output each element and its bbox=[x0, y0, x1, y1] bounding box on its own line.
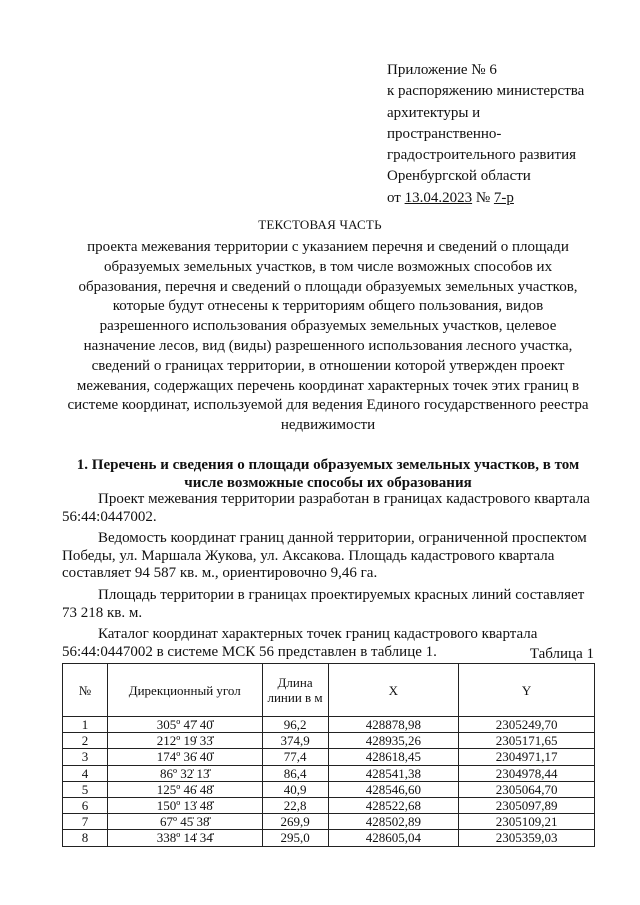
cell-bearing: 125º 46̍ 48̎ bbox=[107, 781, 262, 797]
cell-length: 77,4 bbox=[262, 749, 328, 765]
appendix-line: архитектуры и bbox=[387, 104, 481, 121]
cell-length: 374,9 bbox=[262, 733, 328, 749]
cell-y: 2305249,70 bbox=[459, 717, 595, 733]
subtitle-line: недвижимости bbox=[280, 417, 376, 434]
cell-number: 4 bbox=[63, 765, 108, 781]
paragraph-line: 73 218 кв. м. bbox=[62, 604, 143, 621]
section-body bbox=[62, 491, 598, 661]
cell-x: 428618,45 bbox=[328, 749, 459, 765]
appendix-line: к распоряжению министерства bbox=[387, 83, 585, 100]
cell-x: 428546,60 bbox=[328, 781, 459, 797]
cell-number: 8 bbox=[63, 830, 108, 846]
paragraph-line: Площадь территории в границах проектируемых красных линий составляет bbox=[98, 586, 585, 603]
table-body bbox=[63, 717, 595, 847]
appendix-line: Оренбургской области bbox=[387, 168, 531, 185]
cell-length: 22,8 bbox=[262, 797, 328, 813]
cell-length: 40,9 bbox=[262, 781, 328, 797]
subtitle-line: системе координат, используемой для ведения Единого государственного реестра bbox=[67, 397, 589, 414]
subtitle-line: образуемых земельных участков, в том числе возможных способов их bbox=[103, 258, 553, 275]
section-title-line: 1. Перечень и сведения о площади образуемых земельных участков, в том bbox=[76, 457, 580, 473]
date-prefix: от bbox=[387, 189, 405, 206]
cell-y: 2304971,17 bbox=[459, 749, 595, 765]
cell-x: 428878,98 bbox=[328, 717, 459, 733]
table-header-row bbox=[63, 664, 595, 717]
cell-number: 6 bbox=[63, 797, 108, 813]
cell-x: 428541,38 bbox=[328, 765, 459, 781]
paragraph-line: Проект межевания территории разработан в границах кадастрового квартала bbox=[98, 491, 590, 507]
cell-bearing: 212º 19̍ 33̎ bbox=[107, 733, 262, 749]
header-length: Длина линии в м bbox=[262, 664, 328, 717]
cell-number: 7 bbox=[63, 814, 108, 830]
order-number: 7-р bbox=[493, 189, 514, 206]
header-y: Y bbox=[459, 664, 595, 717]
cell-bearing: 86º 32̍ 13̎ bbox=[107, 765, 262, 781]
subtitle-line: которые будут отнесены к территориям общего пользования, видов bbox=[112, 298, 544, 315]
cell-y: 2305064,70 bbox=[459, 781, 595, 797]
coordinates-table bbox=[62, 663, 595, 847]
cell-length: 269,9 bbox=[262, 814, 328, 830]
subtitle-line: межевания, содержащих перечень координат характерных точек этих границ в bbox=[76, 377, 580, 394]
order-date: 13.04.2023 bbox=[404, 189, 473, 206]
cell-length: 96,2 bbox=[262, 717, 328, 733]
appendix-block bbox=[387, 60, 627, 209]
cell-x: 428522,68 bbox=[328, 797, 459, 813]
cell-bearing: 174º 36̍ 40̎ bbox=[107, 749, 262, 765]
header-x: X bbox=[328, 664, 459, 717]
cell-x: 428502,89 bbox=[328, 814, 459, 830]
subtitle-line: образования, перечня и сведений о площади образуемых земельных участков, bbox=[78, 278, 578, 295]
table-row bbox=[63, 797, 595, 813]
section-title bbox=[58, 457, 598, 492]
cell-bearing: 150º 13̍ 48̎ bbox=[107, 797, 262, 813]
cell-length: 295,0 bbox=[262, 830, 328, 846]
paragraph-line: Каталог координат характерных точек границ кадастрового квартала bbox=[98, 626, 538, 643]
paragraph-line: 56:44:0447002. bbox=[62, 508, 157, 525]
paragraph-line: Победы, ул. Маршала Жукова, ул. Аксакова. Площадь кадастрового квартала bbox=[62, 547, 555, 564]
cell-bearing: 338º 14̍ 34̎ bbox=[107, 830, 262, 846]
cell-y: 2305359,03 bbox=[459, 830, 595, 846]
cell-length: 86,4 bbox=[262, 765, 328, 781]
table-caption: Таблица 1 bbox=[529, 646, 594, 662]
cell-x: 428935,26 bbox=[328, 733, 459, 749]
table-row bbox=[63, 830, 595, 846]
table-row bbox=[63, 765, 595, 781]
subtitle-line: назначение лесов, вид (виды) разрешенного использования лесного участка, bbox=[83, 337, 573, 354]
cell-bearing: 67º 45̍ 38̎ bbox=[107, 814, 262, 830]
table-row bbox=[63, 749, 595, 765]
cell-y: 2305109,21 bbox=[459, 814, 595, 830]
document-heading: ТЕКСТОВАЯ ЧАСТЬ bbox=[258, 217, 382, 232]
table-row bbox=[63, 733, 595, 749]
table-row bbox=[63, 781, 595, 797]
number-prefix: № bbox=[472, 189, 494, 206]
cell-number: 1 bbox=[63, 717, 108, 733]
cell-number: 5 bbox=[63, 781, 108, 797]
paragraph-line: Ведомость координат границ данной территории, ограниченной проспектом bbox=[98, 530, 587, 547]
subtitle-line: проекта межевания территории с указанием перечня и сведений о площади bbox=[87, 239, 569, 255]
header-bearing: Дирекционный угол bbox=[107, 664, 262, 717]
paragraph-line: 56:44:0447002 в системе МСК 56 представлен в таблице 1. bbox=[62, 643, 437, 660]
cell-x: 428605,04 bbox=[328, 830, 459, 846]
subtitle-line: разрешенного использования образуемых земельных участков, целевое bbox=[99, 318, 557, 335]
appendix-line: Приложение № 6 bbox=[387, 62, 497, 78]
header-number: № bbox=[63, 664, 108, 717]
cell-y: 2305171,65 bbox=[459, 733, 595, 749]
table-row bbox=[63, 717, 595, 733]
cell-bearing: 305º 47̍ 40̎ bbox=[107, 717, 262, 733]
subtitle-line: сведений о границах территории, в отношении которой утвержден проект bbox=[91, 357, 565, 374]
appendix-date-line bbox=[387, 188, 627, 209]
table-row bbox=[63, 814, 595, 830]
cell-y: 2304978,44 bbox=[459, 765, 595, 781]
section-title-line: числе возможные способы их образования bbox=[184, 474, 472, 491]
appendix-line: пространственно- bbox=[387, 125, 502, 142]
cell-number: 2 bbox=[63, 733, 108, 749]
cell-y: 2305097,89 bbox=[459, 797, 595, 813]
appendix-line: градостроительного развития bbox=[387, 147, 577, 164]
document-subtitle bbox=[58, 238, 598, 436]
cell-number: 3 bbox=[63, 749, 108, 765]
paragraph-line: составляет 94 587 кв. м., ориентировочно 9,46 га. bbox=[62, 565, 378, 582]
